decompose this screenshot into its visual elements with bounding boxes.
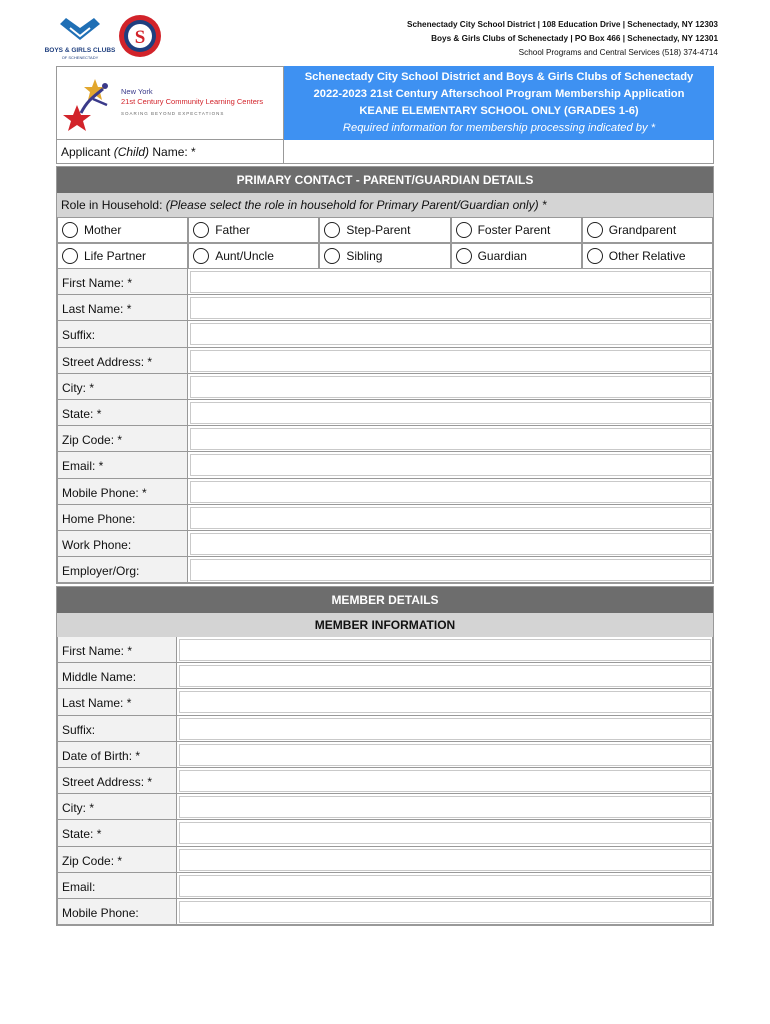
text-field-box[interactable] [190, 271, 711, 293]
guardian-row-email [57, 452, 713, 478]
member-row-first-name [57, 637, 713, 663]
member-row-mobile-phone [57, 899, 713, 925]
cclc-tagline: SOARING BEYOND EXPECTATIONS [121, 111, 225, 116]
address-line-1: Schenectady City School District | 108 Education Drive | Schenectady, NY 12303 [407, 20, 718, 29]
title-block [56, 66, 714, 140]
radio-circle-icon[interactable] [193, 222, 209, 238]
guardian-label: Home Phone: [57, 505, 188, 531]
role-radio-group [57, 217, 713, 269]
applicant-label: Applicant (Child) Name: * [56, 140, 284, 164]
guardian-label: First Name: * [57, 269, 188, 295]
member-input-state[interactable] [177, 820, 713, 846]
text-field-box[interactable] [179, 796, 711, 818]
role-in-household-label: Role in Household: (Please select the role in household for Primary Parent/Guardian only) * [57, 193, 713, 217]
radio-circle-icon[interactable] [324, 222, 340, 238]
role-option-label: Step-Parent [346, 223, 411, 237]
role-option-label: Life Partner [84, 249, 147, 263]
role-option-label: Guardian [477, 249, 527, 263]
radio-circle-icon[interactable] [324, 248, 340, 264]
role-option-grandparent[interactable] [582, 217, 713, 243]
text-field-box[interactable] [190, 350, 711, 372]
member-input-email[interactable] [177, 873, 713, 899]
member-input-date-of-birth[interactable] [177, 742, 713, 768]
role-option-label: Grandparent [608, 223, 677, 237]
member-details-heading: MEMBER DETAILS [57, 587, 713, 613]
role-option-label: Sibling [346, 249, 383, 263]
text-field-box[interactable] [190, 507, 711, 529]
role-option-label: Father [215, 223, 250, 237]
applicant-name-field[interactable] [284, 140, 714, 164]
member-row-city [57, 794, 713, 820]
form-title-banner [284, 66, 714, 140]
text-field-box[interactable] [179, 691, 711, 713]
member-label: Last Name: * [57, 689, 177, 715]
text-field-box[interactable] [190, 297, 711, 319]
role-option-guardian[interactable] [451, 243, 582, 269]
district-address-block [407, 18, 718, 60]
role-option-step-parent[interactable] [319, 217, 450, 243]
boys-girls-clubs-logo [44, 14, 116, 62]
guardian-label: City: * [57, 374, 188, 400]
guardian-input-employer-org[interactable] [188, 557, 713, 583]
guardian-label: Work Phone: [57, 531, 188, 557]
guardian-label: Email: * [57, 452, 188, 478]
text-field-box[interactable] [190, 481, 711, 503]
member-row-date-of-birth [57, 742, 713, 768]
text-field-box[interactable] [179, 718, 711, 740]
text-field-box[interactable] [179, 822, 711, 844]
member-label: Email: [57, 873, 177, 899]
role-option-label: Foster Parent [477, 223, 551, 237]
guardian-input-email[interactable] [188, 452, 713, 478]
role-option-label: Mother [84, 223, 122, 237]
title-line-1: Schenectady City School District and Boys & Girls Clubs of Schenectady [304, 71, 694, 83]
member-label: Middle Name: [57, 663, 177, 689]
title-line-3: KEANE ELEMENTARY SCHOOL ONLY (GRADES 1-6) [359, 105, 639, 117]
member-input-last-name[interactable] [177, 689, 713, 715]
member-row-middle-name [57, 663, 713, 689]
member-label: Date of Birth: * [57, 742, 177, 768]
role-option-foster-parent[interactable] [451, 217, 582, 243]
guardian-label: Last Name: * [57, 295, 188, 321]
member-row-suffix [57, 716, 713, 742]
text-field-box[interactable] [190, 376, 711, 398]
text-field-box[interactable] [190, 454, 711, 476]
text-field-box[interactable] [190, 533, 711, 555]
role-option-father[interactable] [188, 217, 319, 243]
role-option-label: Other Relative [608, 249, 686, 263]
member-row-state [57, 820, 713, 846]
guardian-row-zip-code [57, 426, 713, 452]
guardian-label: Mobile Phone: * [57, 479, 188, 505]
guardian-input-last-name[interactable] [188, 295, 713, 321]
member-row-last-name [57, 689, 713, 715]
address-line-3: School Programs and Central Services (518) 374-4714 [518, 48, 718, 57]
member-information-heading: MEMBER INFORMATION [57, 613, 713, 637]
guardian-input-street-address[interactable] [188, 348, 713, 374]
guardian-input-home-phone[interactable] [188, 505, 713, 531]
guardian-row-work-phone [57, 531, 713, 557]
text-field-box[interactable] [179, 744, 711, 766]
member-label: State: * [57, 820, 177, 846]
school-district-logo [118, 14, 162, 58]
svg-text:OF SCHENECTADY: OF SCHENECTADY [61, 55, 99, 60]
primary-contact-fields [57, 269, 713, 583]
guardian-input-suffix[interactable] [188, 321, 713, 347]
radio-circle-icon[interactable] [456, 222, 472, 238]
member-label: Mobile Phone: [57, 899, 177, 925]
guardian-row-state [57, 400, 713, 426]
member-row-email [57, 873, 713, 899]
guardian-row-home-phone [57, 505, 713, 531]
guardian-label: Zip Code: * [57, 426, 188, 452]
guardian-row-last-name [57, 295, 713, 321]
svg-text:BOYS & GIRLS CLUBS: BOYS & GIRLS CLUBS [44, 47, 116, 54]
cclc-name: 21st Century Community Learning Centers [121, 96, 264, 106]
role-option-label: Aunt/Uncle [215, 249, 274, 263]
guardian-input-mobile-phone[interactable] [188, 479, 713, 505]
text-field-box[interactable] [190, 559, 711, 581]
member-input-zip-code[interactable] [177, 847, 713, 873]
guardian-input-state[interactable] [188, 400, 713, 426]
guardian-row-suffix [57, 321, 713, 347]
guardian-row-mobile-phone [57, 479, 713, 505]
member-fields [57, 637, 713, 925]
text-field-box[interactable] [179, 665, 711, 687]
radio-circle-icon[interactable] [587, 248, 603, 264]
radio-circle-icon[interactable] [62, 222, 78, 238]
member-label: First Name: * [57, 637, 177, 663]
guardian-label: Street Address: * [57, 348, 188, 374]
cclc-state: New York [121, 87, 153, 96]
radio-circle-icon[interactable] [456, 248, 472, 264]
member-input-street-address[interactable] [177, 768, 713, 794]
text-field-box[interactable] [190, 402, 711, 424]
required-note: Required information for membership processing indicated by * [342, 122, 656, 134]
guardian-input-first-name[interactable] [188, 269, 713, 295]
role-option-mother[interactable] [57, 217, 188, 243]
primary-contact-heading: PRIMARY CONTACT - PARENT/GUARDIAN DETAILS [57, 167, 713, 193]
star-figure-icon [63, 75, 117, 133]
text-field-box[interactable] [179, 849, 711, 871]
member-row-street-address [57, 768, 713, 794]
member-label: Zip Code: * [57, 847, 177, 873]
member-label: City: * [57, 794, 177, 820]
role-option-sibling[interactable] [319, 243, 450, 269]
text-field-box[interactable] [179, 901, 711, 923]
member-row-zip-code [57, 847, 713, 873]
member-input-city[interactable] [177, 794, 713, 820]
address-line-2: Boys & Girls Clubs of Schenectady | PO Box 466 | Schenectady, NY 12301 [431, 34, 718, 43]
role-option-other-relative[interactable] [582, 243, 713, 269]
radio-circle-icon[interactable] [193, 248, 209, 264]
text-field-box[interactable] [190, 323, 711, 345]
guardian-label: Suffix: [57, 321, 188, 347]
guardian-label: Employer/Org: [57, 557, 188, 583]
guardian-label: State: * [57, 400, 188, 426]
text-field-box[interactable] [179, 639, 711, 661]
radio-circle-icon[interactable] [62, 248, 78, 264]
applicant-row [56, 140, 714, 164]
cclc-logo [56, 66, 284, 140]
guardian-input-work-phone[interactable] [188, 531, 713, 557]
text-field-box[interactable] [179, 875, 711, 897]
guardian-input-zip-code[interactable] [188, 426, 713, 452]
guardian-row-street-address [57, 348, 713, 374]
guardian-input-city[interactable] [188, 374, 713, 400]
guardian-row-first-name [57, 269, 713, 295]
member-input-mobile-phone[interactable] [177, 899, 713, 925]
title-line-2: 2022-2023 21st Century Afterschool Program Membership Application [313, 88, 685, 100]
radio-circle-icon[interactable] [587, 222, 603, 238]
role-option-life-partner[interactable] [57, 243, 188, 269]
member-input-first-name[interactable] [177, 637, 713, 663]
text-field-box[interactable] [190, 428, 711, 450]
primary-contact-section [56, 166, 714, 584]
svg-text:S: S [134, 27, 146, 48]
guardian-row-employer-org [57, 557, 713, 583]
text-field-box[interactable] [179, 770, 711, 792]
member-section [56, 586, 714, 926]
member-label: Street Address: * [57, 768, 177, 794]
role-option-aunt-uncle[interactable] [188, 243, 319, 269]
member-input-suffix[interactable] [177, 716, 713, 742]
guardian-row-city [57, 374, 713, 400]
member-input-middle-name[interactable] [177, 663, 713, 689]
member-label: Suffix: [57, 716, 177, 742]
